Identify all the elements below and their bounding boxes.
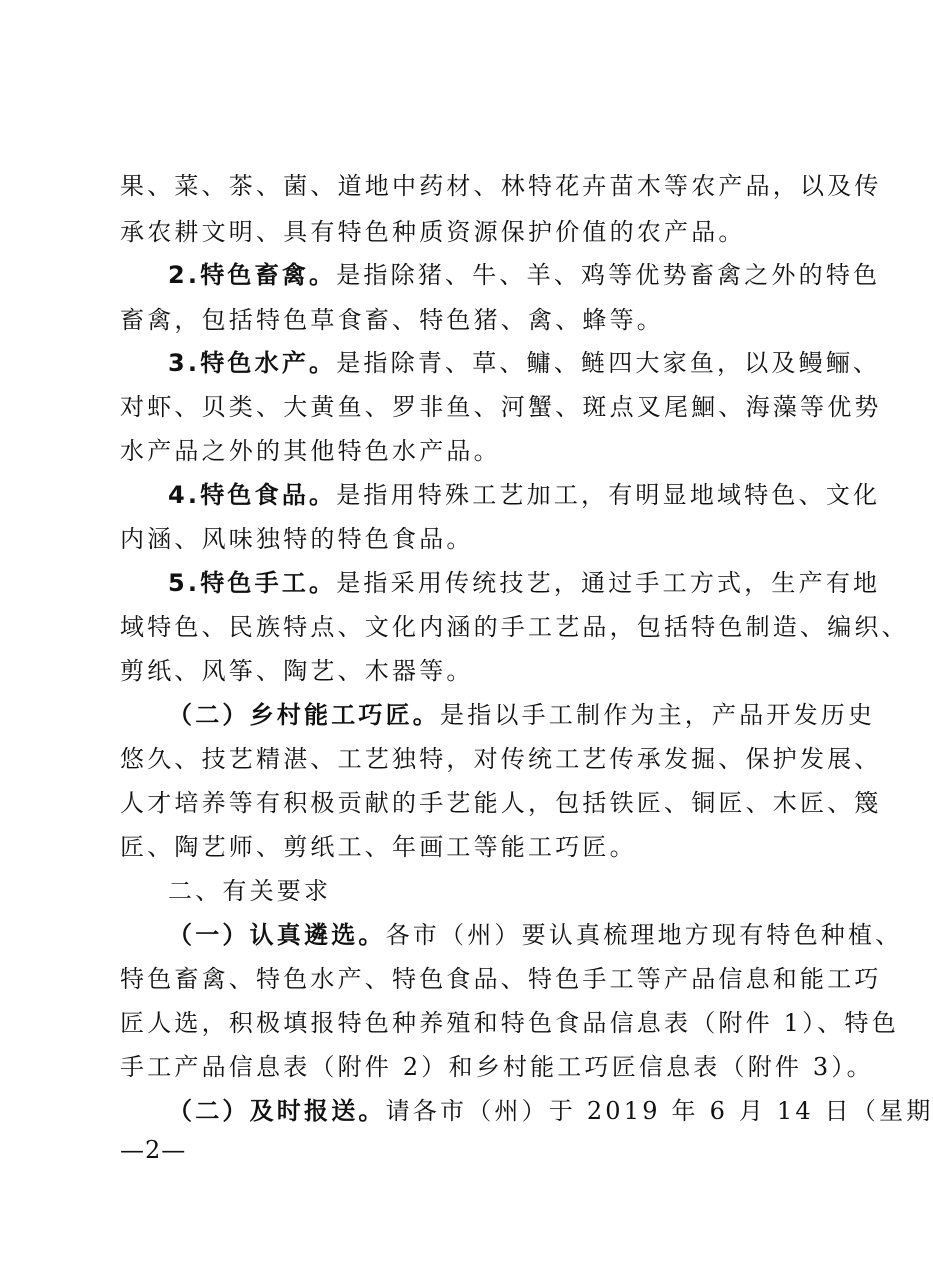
section-heading: 2.特色畜禽。 (168, 261, 337, 289)
text-span: 各市（州）要认真梳理地方现有特色种植、 (385, 921, 903, 949)
section-heading: （二）乡村能工巧匠。 (168, 701, 440, 729)
text-span: 是指以手工制作为主，产品开发历史 (440, 701, 876, 729)
text-span: 是指用特殊工艺加工，有明显地域特色、文化 (336, 481, 881, 509)
text-span: 是指采用传统技艺，通过手工方式，生产有地 (336, 569, 881, 597)
text-line: 水产品之外的其他特色水产品。 (120, 437, 501, 465)
paragraph-special-food (168, 475, 881, 515)
text-line: 内涵、风味独特的特色食品。 (120, 525, 474, 553)
text-span: 请各市（州）于 2019 年 6 月 14 日（星期 (385, 1097, 933, 1125)
text-line: 剪纸、风筝、陶艺、木器等。 (120, 657, 474, 685)
text-line: 对虾、贝类、大黄鱼、罗非鱼、河蟹、斑点叉尾鮰、海藻等优势 (120, 393, 882, 421)
text-line: 特色畜禽、特色水产、特色食品、特色手工等产品信息和能工巧 (120, 965, 882, 993)
section-heading: （一）认真遴选。 (168, 921, 386, 949)
text-line: 畜禽，包括特色草食畜、特色猪、禽、蜂等。 (120, 306, 664, 334)
section-title-requirements: 二、有关要求 (168, 877, 332, 905)
paragraph-special-handicraft (168, 563, 881, 603)
section-heading: 5.特色手工。 (168, 569, 337, 597)
text-line: 匠、陶艺师、剪纸工、年画工等能工巧匠。 (120, 833, 637, 861)
page-number: —2— (120, 1136, 187, 1164)
text-line: 果、菜、茶、菌、道地中药材、林特花卉苗木等农产品，以及传 (120, 172, 882, 200)
text-span: 是指除猪、牛、羊、鸡等优势畜禽之外的特色 (336, 261, 881, 289)
paragraph-timely-submission (168, 1091, 933, 1131)
text-line: 手工产品信息表（附件 2）和乡村能工巧匠信息表（附件 3）。 (120, 1053, 874, 1081)
text-line: 承农耕文明、具有特色种质资源保护价值的农产品。 (120, 218, 746, 246)
paragraph-special-aquatic (168, 343, 881, 383)
section-heading: 3.特色水产。 (168, 349, 337, 377)
text-line: 匠人选，积极填报特色种养殖和特色食品信息表（附件 1）、特色 (120, 1009, 899, 1037)
text-span: 是指除青、草、鳙、鲢四大家鱼，以及鳗鲡、 (336, 349, 881, 377)
paragraph-careful-selection (168, 915, 903, 955)
paragraph-special-livestock (168, 255, 881, 295)
text-line: 悠久、技艺精湛、工艺独特，对传统工艺传承发掘、保护发展、 (120, 745, 882, 773)
text-line: 人才培养等有积极贡献的手艺能人，包括铁匠、铜匠、木匠、篾 (120, 789, 882, 817)
paragraph-rural-craftsmen (168, 695, 876, 735)
text-line: 域特色、民族特点、文化内涵的手工艺品，包括特色制造、编织、 (120, 613, 909, 641)
section-heading: 4.特色食品。 (168, 481, 337, 509)
section-heading: （二）及时报送。 (168, 1097, 386, 1125)
